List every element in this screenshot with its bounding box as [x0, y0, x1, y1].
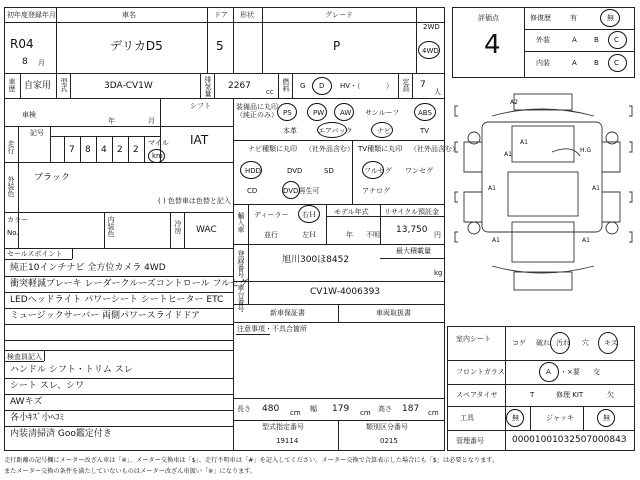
drive-4wd: 4WD	[422, 47, 439, 55]
diagram-label-3: A1	[504, 151, 512, 158]
seat-tear: 破れ	[536, 339, 550, 347]
model-year-y: 年	[346, 231, 353, 239]
vehicle-label: 車歴	[8, 78, 16, 92]
import-parallel: 並行	[264, 231, 278, 239]
exterior-value: ブラック	[34, 173, 70, 183]
car-name: デリカD5	[110, 39, 163, 53]
inspector-line-4: 各小ｷｽﾞ小ﾍｺﾐ	[10, 413, 65, 423]
equip-pw: PW	[313, 109, 325, 117]
ext-grade-a: A	[572, 36, 577, 44]
model-year-label: モデル年式	[334, 208, 369, 216]
cooler-label: 冷房	[174, 220, 182, 234]
mileage-digit-3: 4	[101, 145, 107, 155]
drive-4wd-circle	[418, 41, 440, 59]
tv-fullseg: フルセグ	[364, 167, 392, 175]
import-dealer: ディーラー	[254, 211, 289, 219]
inspection-label: 車検	[22, 111, 36, 119]
sales-line-3: LEDヘッドライト パワーシート シートヒーター ETC	[10, 295, 224, 305]
manual-label: 車両取扱書	[376, 309, 411, 317]
width: 179	[332, 404, 350, 414]
equip-abs: ABS	[418, 109, 432, 117]
fuel-hv: HV・（	[340, 82, 361, 90]
interior-grade-label: 内装	[536, 59, 550, 67]
first-reg-era-year: R04	[10, 37, 34, 51]
grade: P	[333, 39, 341, 53]
fuel-d: D	[319, 82, 325, 90]
model-label: 型式	[60, 78, 68, 92]
int-grade-a: A	[572, 59, 577, 67]
displacement-unit: cc	[266, 88, 274, 96]
mileage-digit-4: 2	[117, 145, 123, 155]
type-value: 19114	[276, 437, 299, 445]
shift-value: IAT	[190, 133, 209, 147]
score-label: 評価点	[478, 14, 499, 22]
height: 187	[402, 404, 420, 414]
recycle-unit: 円	[434, 231, 441, 239]
shape-label: 形状	[240, 11, 254, 19]
repair-label: 修復歴	[530, 14, 551, 22]
spare-label: スペアタイヤ	[456, 391, 498, 399]
displacement-label: 排気量	[204, 76, 212, 97]
jack-label: ジャッキ	[546, 414, 574, 422]
diagram-label-7: A1	[492, 237, 500, 244]
seat-hole: 穴	[582, 339, 589, 347]
mileage-unit-km: km	[152, 152, 163, 160]
glass-a: A	[546, 368, 551, 376]
mileage-km-circle	[148, 149, 165, 163]
ext-grade-b: B	[594, 36, 599, 44]
length-unit: cm	[290, 409, 301, 417]
tools-value: 無	[512, 414, 519, 422]
tv-analog: アナログ	[362, 187, 390, 195]
height-unit: cm	[428, 409, 439, 417]
model: 3DA-CV1W	[104, 81, 153, 91]
doors: 5	[216, 39, 224, 53]
inner-label: 内装色	[107, 216, 115, 237]
sales-line-1: 純正10インチナビ 全方位カメラ 4WD	[10, 263, 166, 273]
manage-no: 0000100103250700084З	[512, 435, 627, 445]
drive-2wd: 2WD	[423, 23, 440, 31]
notes-label: 注意事項・不具合箇所	[237, 325, 307, 333]
import-label: 輸入車	[237, 212, 245, 233]
exterior-grade-label: 外装	[536, 36, 550, 44]
equip-ps: PS	[283, 109, 292, 117]
seat-stain: 汚れ	[556, 339, 570, 347]
manage-label: 管理番号	[456, 437, 484, 445]
fuel-paren: ）	[386, 82, 393, 90]
width-unit: cm	[360, 409, 371, 417]
score: 4	[484, 30, 501, 60]
sales-line-2: 衝突軽減ブレーキ レーダークルーズコントロール フルセグ	[10, 279, 249, 289]
mileage-digit-5: 2	[133, 145, 139, 155]
max-load-label: 最大積載量	[396, 247, 431, 255]
recycle-label: リサイクル預託金	[384, 208, 440, 216]
diagram-label-2: A1	[520, 139, 528, 146]
tv-label: TV種類に丸印	[358, 145, 403, 153]
capacity: 7	[420, 80, 426, 90]
repair-yes: 有	[570, 14, 577, 22]
int-grade-c: C	[614, 59, 619, 67]
exterior-note: ( ) 色替車は色替と記入	[158, 197, 231, 205]
seat-burn: コゲ	[512, 339, 526, 347]
inspector-label: 検査員記入	[7, 353, 42, 361]
tv-oneseg: ワンセグ	[405, 167, 433, 175]
width-label: 幅	[310, 405, 317, 413]
navi-sd: SD	[324, 167, 334, 175]
spare-t: T	[530, 391, 535, 399]
registration-label: 登録番号	[237, 250, 245, 278]
model-year-unknown: 不明	[366, 231, 380, 239]
chassis: CV1W-4006393	[310, 287, 381, 297]
max-load-unit: kg	[434, 269, 443, 277]
type-label: 型式指定番号	[262, 423, 304, 431]
mileage-unit-mile: マイル	[148, 139, 169, 147]
equipment-sub: （純正のみ）	[236, 111, 278, 119]
fuel-g: G	[300, 82, 306, 90]
color-label: カラー	[7, 216, 28, 224]
length-label: 長さ	[237, 405, 251, 413]
ext-grade-c: C	[614, 36, 619, 44]
diagram-label-8: A1	[582, 237, 590, 244]
length: 480	[262, 404, 280, 414]
spare-kit: 修理 KIT	[556, 391, 584, 399]
displacement: 2267	[228, 81, 251, 91]
capacity-unit: 人	[434, 88, 441, 96]
fuel-label: 燃料	[282, 78, 290, 92]
inspector-line-2: シート スレ、シワ	[10, 381, 85, 391]
equip-aw: AW	[340, 109, 352, 117]
diagram-label-4: H.G	[580, 147, 591, 154]
equip-navi: ナビ	[377, 127, 391, 135]
navi-label: ナビ種類に丸印	[248, 145, 297, 153]
inspection-year: 年	[108, 117, 115, 125]
spare-missing: 欠	[607, 391, 614, 399]
registration-value: 旭川300ほ8452	[282, 255, 350, 265]
car-damage-diagram	[452, 82, 635, 322]
cooler: WAC	[196, 225, 217, 235]
inspection-month: 月	[148, 117, 155, 125]
int-grade-b: B	[594, 59, 599, 67]
footer-line-2: またメーター交換の条件を満たしていないものはメーター改ざん車扱い「※」になります。	[4, 468, 257, 475]
equip-sunroof: サンルーフ	[365, 109, 400, 117]
first-reg-month-unit: 月	[38, 59, 45, 67]
import-left: 左Ｈ	[302, 231, 316, 239]
glass-label: フロントガラス	[456, 368, 505, 376]
tv-sub: （社外品含む）	[410, 145, 459, 153]
equip-leather: 本革	[283, 127, 297, 135]
equip-airbag: エアバック	[318, 127, 353, 135]
fuel-d-circle	[312, 77, 332, 95]
jack-value: 無	[603, 414, 610, 422]
warranty-label: 新車保証書	[270, 309, 305, 317]
capacity-label: 定員	[402, 78, 410, 92]
car-name-label: 車名	[122, 11, 136, 19]
tools-label: 工具	[460, 414, 474, 422]
navi-cd: CD	[247, 187, 258, 195]
equip-tv: TV	[420, 127, 430, 135]
shift-label: シフト	[190, 102, 211, 110]
chassis-label: 車台番号	[237, 284, 245, 312]
navi-sub: （社外品含む）	[305, 145, 354, 153]
glass-swap: 交	[593, 368, 600, 376]
mileage-label: 走行	[7, 140, 15, 154]
equipment-label: 装備品に丸印	[236, 103, 278, 111]
sales-line-4: ミュージックサーバー 両側パワースライドドア	[10, 311, 201, 321]
first-reg-label: 初年度登録年月	[7, 11, 56, 19]
seat-scratch: キズ	[604, 339, 618, 347]
exterior-label: 外装色	[7, 176, 15, 197]
diagram-label-1: A2	[510, 99, 518, 106]
mileage-digit-1: 7	[69, 145, 75, 155]
footer-line-1: 走行距離の記号欄にメーター改ざん車は「※」、メーター交換車は「$」、走行不明車は「#」を記入してください。メーター交換で合算表示した場合にも「$」は必要となります。	[4, 457, 499, 464]
inspector-line-1: ハンドル シフト・トリム スレ	[10, 365, 133, 375]
diagram-label-5: A1	[488, 185, 496, 192]
class-value: 0215	[380, 437, 398, 445]
class-label: 類別区分番号	[366, 423, 408, 431]
vehicle: 自家用	[24, 81, 52, 91]
mileage-digit-2: 8	[85, 145, 91, 155]
doors-label: ドア	[214, 11, 228, 19]
inspector-line-3: AWキズ	[10, 397, 43, 407]
navi-dvd: DVD	[287, 167, 303, 175]
glass-x: ・×要	[560, 368, 580, 376]
repair-no: 無	[607, 14, 614, 22]
seat-label: 室内シート	[456, 335, 491, 343]
sales-point-label: セールスポイント	[7, 250, 63, 258]
recycle-value: 13,750	[396, 225, 428, 235]
inspector-line-5: 内装清掃済 Goo鑑定付き	[10, 429, 112, 439]
mileage-sub-label: 記号	[30, 129, 44, 137]
first-reg-month: 8	[22, 57, 28, 67]
height-label: 高さ	[378, 405, 392, 413]
navi-hdd: HDD	[245, 167, 262, 175]
grade-label: グレード	[325, 11, 353, 19]
navi-dvd-play: DVD再生可	[283, 187, 320, 195]
diagram-label-6: A1	[592, 185, 600, 192]
no-label: No.	[7, 229, 19, 237]
import-right: 右Ｈ	[302, 211, 316, 219]
